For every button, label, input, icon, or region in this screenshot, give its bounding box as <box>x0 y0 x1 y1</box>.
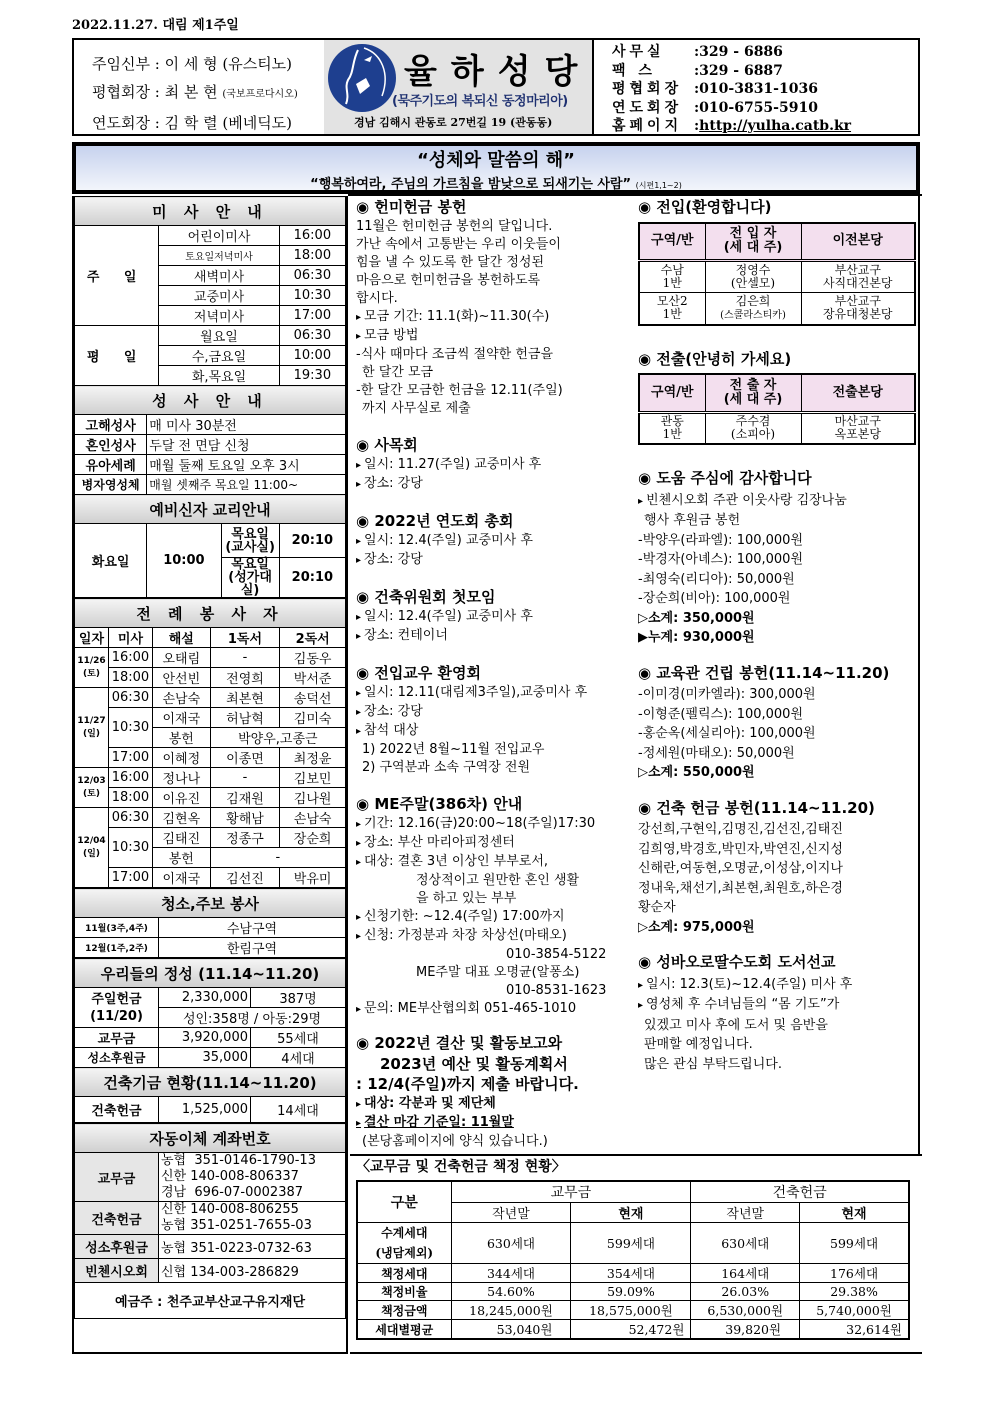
church-name: 율하성당 <box>404 52 592 92</box>
report-title: ◉ 2022년 결산 및 활동보고와 <box>356 1034 563 1052</box>
left-column <box>72 196 348 1354</box>
education-hall-title: ◉ 교육관 건립 봉헌(11.14~11.20) <box>638 663 890 682</box>
contact-rosary: 연도회장 : 010-6755-5910 <box>612 99 818 116</box>
transfer-in-table: 구역/반 전 입 자 (세 대 주) 이전본당 수남 1반 정영수 (안셀모) 부산교구 사직대건본당 모산2 1반 김은희 (스콜라스티카) 부산교구 장유대청본당 <box>638 222 916 326</box>
rice-offering-title: ◉ 헌미헌금 봉헌 <box>356 198 467 216</box>
mass-schedule-table: 미 사 안 내 주 일 어린이미사 16:00 토요일저녁미사 18:00 새벽미사 06:30 교중미사 10:30 저녁미사 17:00 평 일 월요일 06:30 수,금요일 10:00 화,목요일 19:30 성 사 안 내 고해성사 매 미사 30분전 혼인성사 두달 전 면담 신청 유아세례 매월 둘째 토요일 오후 3시 병자영성체 매월 셋째주 목요일 11:00~ 예비신자 교리안내 화요일 10:00 목요일 (교사실) 20:10 목요일 (성가대실) 20:10 <box>74 196 346 598</box>
building-offering-title: ◉ 건축 헌금 봉헌(11.14~11.20) <box>638 798 875 817</box>
right-column: ◉ 전입(환영합니다) 구역/반 전 입 자 (세 대 주) 이전본당 수남 1반 정영수 (안셀모) 부산교구 사직대건본당 모산2 1반 김은희 (스콜라스티카) 부산교구 장유대청본당 ◉ 전출(안녕히 가세요) 구역/반 전 출 자 (세 대 주) 전출본당 관동 1반 주수겸 (소피아) 마산교구 옥포본당 ◉ 도움 주심에 감사합니다 ▸ 빈첸시오회 주관 이웃사랑 김장나눔 행사 후원금 봉헌 -박양우(라파엘): 100,000원 -박경자(아녜스): 100,000원 -최영숙(리디아): 50,000원 -장순희(비아): 100,000원 ▷소계: 350,000원 ▶누계: 930,000원 ◉ 교육관 건립 봉헌(11.14~11.20) -이미경(미카엘라): 300,000원 -이형준(펠릭스): 100,000원 -홍순옥(세실리아): 100,000원 -정세원(마태오): 50,000원 ▷소계: 550,000원 ◉ 건축 헌금 봉헌(11.14~11.20) 강선희,구현익,김명진,김선진,김태진 김희영,박경호,박민자,박연진,신지성 신해란,여동현,오명균,이성삼,이지나 정내욱,채선기,최본현,최원호,하은경 황순자 ▷소계: 975,000원 ◉ 성바오로딸수도회 도서선교 ▸ 일시: 12.3(토)~12.4(주일) 미사 후 ▸ 영성체 후 수녀님들의 “몸 기도”가 있겠고 미사 후에 도서 및 음반을 판매할 예정입니다. 많은 관심 부탁드립니다. <box>632 196 920 1154</box>
church-subtitle: (묵주기도의 복되신 동정마리아) <box>392 94 568 109</box>
mass-section-title: 미 사 안 내 <box>75 197 346 226</box>
church-logo-icon <box>328 44 396 112</box>
welcome-party-title: ◉ 전입교우 환영회 <box>356 664 481 682</box>
staff-rosary: 연도회장 : 김 학 렬 (베네딕도) <box>92 114 293 132</box>
assessment-section <box>356 1156 920 1340</box>
transfer-in-title: ◉ 전입(환영합니다) <box>638 198 772 216</box>
contact-fax: 팩 스 : 329 - 6887 <box>612 62 783 79</box>
theme-banner <box>72 142 920 194</box>
account-holder: 예금주 : 천주교부산교구유지재단 <box>75 1283 346 1319</box>
transfer-out-table: 구역/반 전 출 자 (세 대 주) 전출본당 관동 1반 주수겸 (소피아) 마산교구 옥포본당 <box>638 373 916 445</box>
pastoral-meeting-title: ◉ 사목회 <box>356 436 418 454</box>
church-address: 경남 김해시 관동로 27번길 19 (관동동) <box>354 116 553 129</box>
staff-council: 평협회장 : 최 본 현 (국보프로다시오) <box>92 83 298 101</box>
liturgy-table: 전 례 봉 사 자 일자 미사 해설 1독서 2독서 11/26 (토) 16:00 오태림 - 김동우 18:00 안선빈 전영희 박서준 11/27 (일) 06:30 손남숙 최본현 송덕선 10:30 이재국 허남혁 김미숙 봉헌 박양우,고종근 17:00 이혜정 이종면 최정윤 12/03 (토) 16:00 정나나 - 김보민 18:00 이유진 김재원 김나원 12/04 (일) 06:30 김현옥 황해남 손남숙 10:30 김태진 정종구 장순희 봉헌 - 17:00 이재국 김선진 박유미 <box>74 598 346 888</box>
building-committee-title: ◉ 건축위원회 첫모임 <box>356 588 496 606</box>
contact-list <box>592 40 918 134</box>
theme-title: “성체와 말씀의 해” <box>417 150 575 171</box>
divider <box>350 1352 922 1354</box>
book-mission-title: ◉ 성바오로딸수도회 도서선교 <box>638 953 836 971</box>
transfer-out-title: ◉ 전출(안녕히 가세요) <box>638 349 792 368</box>
offering-table: 우리들의 정성 (11.14~11.20) 주일헌금 (11/20) 2,330,000 387명 성인:358명 / 아동:29명 교무금 3,920,000 55세대 성소후원금 35,000 4세대 건축기금 현황(11.14~11.20) 건축헌금 1,525,000 14세대 <box>74 958 346 1123</box>
contact-homepage: 홈페이지 : http://yulha.catb.kr <box>612 118 852 134</box>
homepage-link[interactable]: http://yulha.catb.kr <box>699 118 852 134</box>
cleaning-table: 청소,주보 봉사 11월(3주,4주) 수남구역 12월(1주,2주) 한림구역 <box>74 888 346 958</box>
assessment-table: 구분 교무금 건축헌금 작년말 현재 작년말 현재 수계세대 (냉담제외) 630세대 599세대 630세대 599세대 책정세대 344세대 354세대 164세대 176세대 책정비율 54.60% 59.09% 26.03% 29.38% 책정금액 18,245,000원 18,575,000원 6,530,000원 5,740,000원 세대별평균 53,040원 52,472원 39,820원 32,614원 <box>356 1180 910 1340</box>
contact-office: 사무실 : 329 - 6886 <box>612 44 783 60</box>
bullet-circle-icon: ◉ <box>356 198 370 216</box>
theme-verse: “행복하여라, 주님의 가르침을 밤낮으로 되새기는 사람” (시편1,1~2) <box>310 177 682 192</box>
church-title-block <box>324 40 592 134</box>
staff-list <box>74 40 324 134</box>
bulletin-header <box>72 38 920 136</box>
liturgy-section-title: 전 례 봉 사 자 <box>75 599 346 628</box>
catechumen-section-title: 예비신자 교리안내 <box>75 495 346 524</box>
assessment-caption: 〈교무금 및 건축헌금 책정 현황〉 <box>356 1159 566 1175</box>
bulletin-date: 2022.11.27. 대림 제1주일 <box>72 18 239 33</box>
rosary-meeting-title: ◉ 2022년 연도회 총회 <box>356 512 514 530</box>
accounts-table: 자동이체 계좌번호 교무금 농협 351-0146-1790-13 신한 140-008-806337 경남 696-07-0002387 건축헌금 신한 140-008-806255 농협 351-0251-7655-03 성소후원금 농협 351-0223-0732-63 빈첸시오회 신협 134-003-286829 예금주 : 천주교부산교구유지재단 <box>74 1123 346 1319</box>
middle-column: ◉ 헌미헌금 봉헌 11월은 헌미헌금 봉헌의 달입니다. 가난 속에서 고통받는 우리 이웃들이 힘을 낼 수 있도록 한 달간 정성된 마음으로 헌미헌금을 봉헌하도록 합시다. ▸ 모금 기간: 11.1(화)~11.30(수) ▸ 모금 방법 -식사 때마다 조금씩 절약한 헌금을 한 달간 모금 -한 달간 모금한 헌금을 12.11(주일) 까지 사무실로 제출 ◉ 사목회 ▸ 일시: 11.27(주일) 교중미사 후 ▸ 장소: 강당 ◉ 2022년 연도회 총회 ▸ 일시: 12.4(주일) 교중미사 후 ▸ 장소: 강당 ◉ 건축위원회 첫모임 ▸ 일시: 12.4(주일) 교중미사 후 ▸ 장소: 컨테이너 ◉ 전입교우 환영회 ▸ 일시: 12.11(대림제3주일),교중미사 후 ▸ 장소: 강당 ▸ 참석 대상 1) 2022년 8월~11월 전입교우 2) 구역분과 소속 구역장 전원 ◉ ME주말(386차) 안내 ▸ 기간: 12.16(금)20:00~18(주일)17:30 ▸ 장소: 부산 마리아피정센터 ▸ 대상: 결혼 3년 이상인 부부로서, 정상적이고 원만한 혼인 생활 을 하고 있는 부부 ▸ 신청기한: ~12.4(주일) 17:00까지 ▸ 신청: 가정분과 차장 차상선(마태오) 010-3854-5122 ME주말 대표 오명균(알퐁소) 010-8531-1623 ▸ 문의: ME부산협의회 051-465-1010 ◉ 2022년 결산 및 활동보고와 2023년 예산 및 활동계획서 : 12/4(주일)까지 제출 바랍니다. ▸ 대상: 각분과 및 제단체 ▸ 결산 마감 기준일: 11월말 (본당홈페이지에 양식 있습니다.) <box>350 196 630 1151</box>
contact-council: 평협회장 : 010-3831-1036 <box>612 81 818 97</box>
me-weekend-title: ◉ ME주말(386차) 안내 <box>356 795 523 813</box>
sacrament-section-title: 성 사 안 내 <box>75 386 346 415</box>
thanks-title: ◉ 도움 주심에 감사합니다 <box>638 469 812 487</box>
staff-pastor: 주임신부 : 이 세 형 (유스티노) <box>92 55 293 73</box>
